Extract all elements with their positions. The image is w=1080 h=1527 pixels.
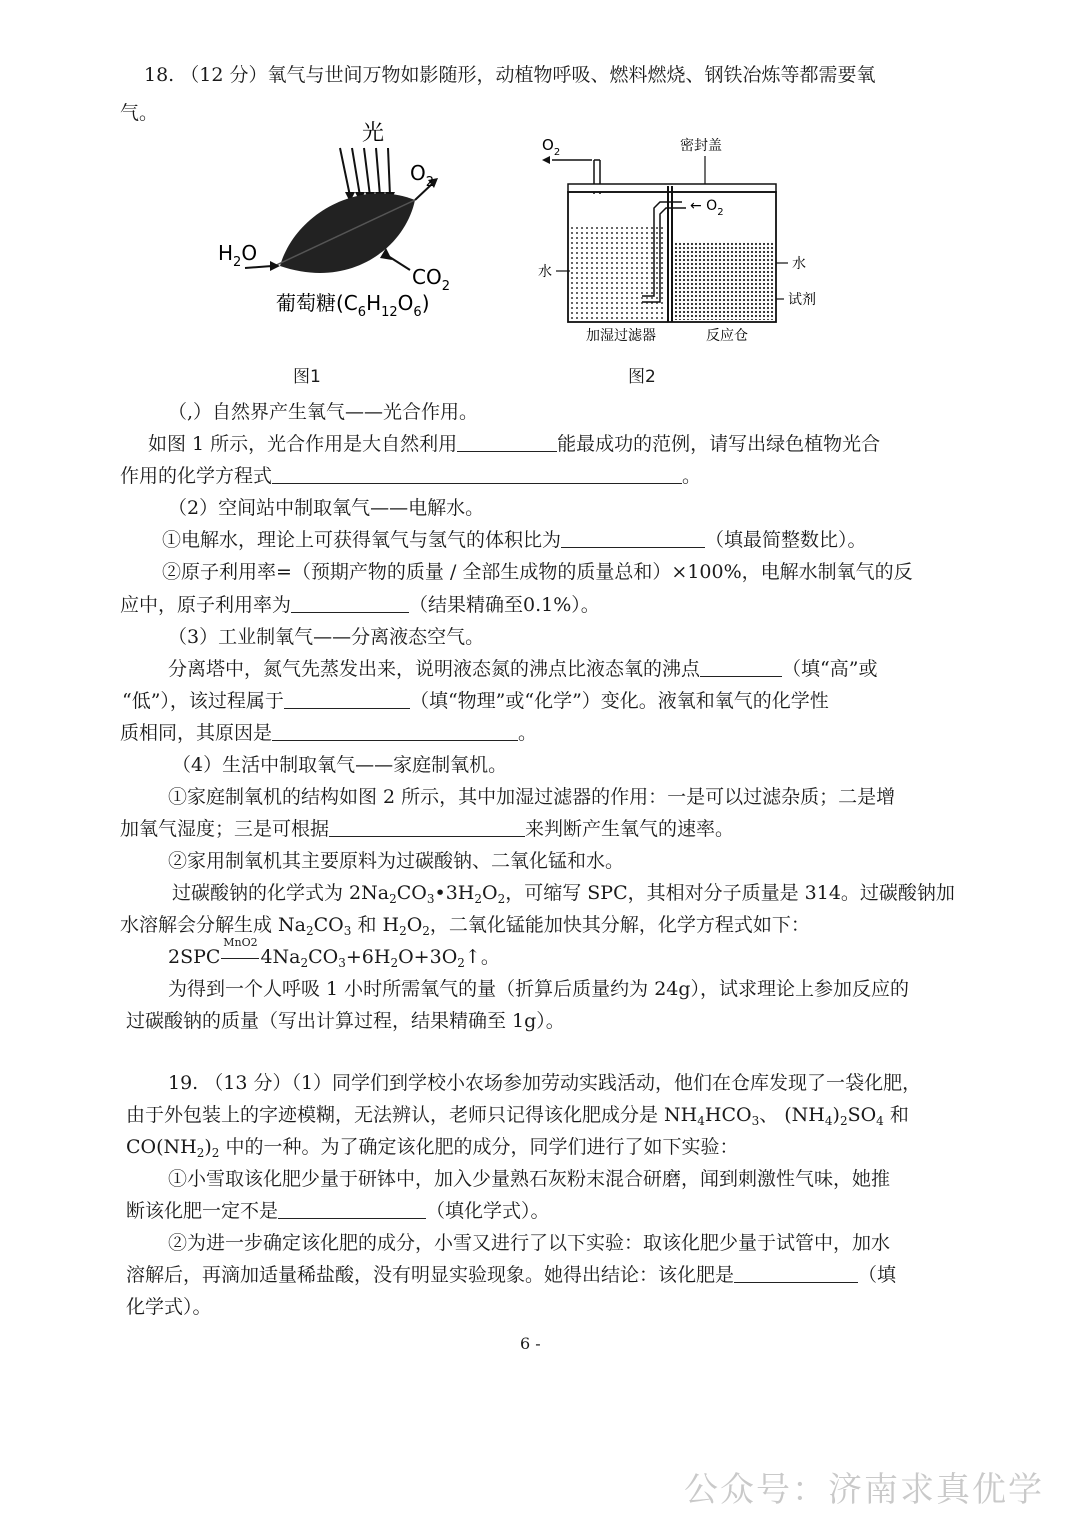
answer-blank[interactable] (734, 1262, 858, 1283)
answer-blank[interactable] (561, 527, 705, 548)
q18-part4-line3: ②家用制氧机其主要原料为过碳酸钠、二氧化锰和水。 (168, 850, 625, 872)
q18-intro-line1: 18. （12 分）氧气与世间万物如影随形，动植物呼吸、燃料燃烧、钢铁冶炼等都需要氧 (144, 64, 876, 86)
q19-line6: ②为进一步确定该化肥的成分，小雪又进行了以下实验：取该化肥少量于试管中，加水 (168, 1232, 891, 1254)
q18-chemical-equation: 2SPC MnO2 $4Na_2CO_3+6H_2O+3O_2↑$。 (168, 942, 978, 972)
answer-blank[interactable] (272, 720, 518, 741)
answer-blank[interactable] (272, 463, 682, 484)
q18-part2-line2: ②原子利用率=（预期产物的质量 / 全部生成物的质量总和）×100%，电解水制氧气的反 (162, 561, 913, 583)
answer-blank[interactable] (329, 816, 525, 837)
q18-part4-line2: 加氧气湿度；三是可根据 来判断产生氧气的速率。 (120, 818, 735, 840)
answer-blank[interactable] (457, 431, 557, 452)
h2o-label: $H_2O$ (218, 241, 258, 270)
q19-line7: 溶解后，再滴加适量稀盐酸，没有明显实验现象。她得出结论：该化肥是 （填 (126, 1264, 897, 1286)
right-chamber-reagent (674, 242, 774, 320)
page-number: 6 - (520, 1334, 541, 1353)
q19-line3: $CO(NH_2)_2$ 中的一种。为了确定该化肥的成分，同学们进行了如下实验： (126, 1136, 739, 1160)
water-right-label: 水 (792, 256, 806, 272)
glucose-label: 葡萄糖$(C_6H_{12}O_6)$ (276, 291, 430, 320)
q18-part3-line3: 质相同，其原因是 。 (120, 722, 538, 744)
watermark: 公众号：济南求真优学 (684, 1470, 1044, 1510)
o2-inlet-label: ← $O_2$ (690, 198, 724, 218)
seal-cover-label: 密封盖 (680, 138, 722, 154)
figure-1-caption: 图1 (293, 367, 321, 387)
q18-part2-line1: ①电解水，理论上可获得氧气与氢气的体积比为 （填最简整数比）。 (162, 529, 867, 551)
reagent-label: 试剂 (788, 292, 816, 308)
answer-blank[interactable] (284, 688, 410, 709)
humidifier-filter-label: 加湿过滤器 (586, 328, 656, 344)
q18-part3-line2: “低”），该过程属于 （填“物理”或“化学”）变化。液氧和氧气的化学性 (122, 690, 829, 712)
q19-line8: 化学式）。 (126, 1296, 212, 1318)
figure-2-oxygen-generator-diagram (530, 126, 830, 346)
left-chamber-water (570, 224, 666, 320)
q18-part4-line8: 过碳酸钠的质量（写出计算过程，结果精确至 1g）。 (126, 1010, 565, 1032)
q18-part2-heading: （2）空间站中制取氧气——电解水。 (168, 497, 485, 519)
answer-blank[interactable] (291, 592, 409, 613)
reaction-chamber-label: 反应仓 (706, 328, 748, 344)
q18-part4-line4: 过碳酸钠的化学式为 $2Na_2CO_3•3H_2O_2$，可缩写 SPC，其相对分子质量是 314。过碳酸钠加 (172, 882, 955, 906)
light-arrows (340, 148, 390, 196)
q18-part3-line1: 分离塔中，氮气先蒸发出来，说明液态氮的沸点比液态氧的沸点 （填“高”或 (168, 658, 878, 680)
q18-part4-line1: ①家庭制氧机的结构如图 2 所示，其中加湿过滤器的作用：一是可以过滤杂质；二是增 (168, 786, 896, 808)
co2-label: $CO_2$ (412, 265, 450, 294)
q19-line5: 断该化肥一定不是 （填化学式）。 (126, 1200, 550, 1222)
figure-1-photosynthesis-diagram (200, 118, 480, 328)
q19-line1: 19. （13 分）（1）同学们到学校小农场参加劳动实践活动，他们在仓库发现了一袋化肥， (168, 1072, 922, 1094)
q18-part4-line5: 水溶解会分解生成 $Na_2CO_3$ 和 $H_2O_2$，二氧化锰能加快其分解，化学方程式如下： (120, 914, 810, 938)
q18-part3-heading: （3）工业制氧气——分离液态空气。 (168, 626, 485, 648)
answer-blank[interactable] (278, 1198, 426, 1219)
q18-part4-heading: （4）生活中制取氧气——家庭制氧机。 (172, 754, 508, 776)
answer-blank[interactable] (700, 656, 782, 677)
q18-part4-line7: 为得到一个人呼吸 1 小时所需氧气的量（折算后质量约为 24g），试求理论上参加反应的 (168, 978, 910, 1000)
light-label: 光 (362, 121, 385, 146)
water-left-label: 水 (538, 264, 552, 280)
q18-intro-line2: 气。 (120, 102, 159, 124)
o2-outlet-label: $O_2$ (542, 136, 561, 158)
q18-part1-line2: 作用的化学方程式 。 (120, 465, 702, 487)
catalyst-label: MnO2 (223, 936, 258, 949)
o2-label: $O_2$ (410, 161, 435, 190)
q18-part2-line3: 应中，原子利用率为 （结果精确至0.1%）。 (120, 594, 600, 616)
q18-part1-line1: 如图 1 所示，光合作用是大自然利用 能最成功的范例，请写出绿色植物光合 (148, 433, 881, 455)
q19-line2: 由于外包装上的字迹模糊，无法辨认，老师只记得该化肥成分是 $NH_4HCO_3$、 $(NH_4)_2SO_4$ 和 (126, 1104, 909, 1128)
figure-2-caption: 图2 (628, 367, 656, 387)
q18-part1-heading: （,）自然界产生氧气——光合作用。 (168, 401, 479, 423)
q19-line4: ①小雪取该化肥少量于研钵中，加入少量熟石灰粉末混合研磨，闻到刺激性气味，她推 (168, 1168, 891, 1190)
